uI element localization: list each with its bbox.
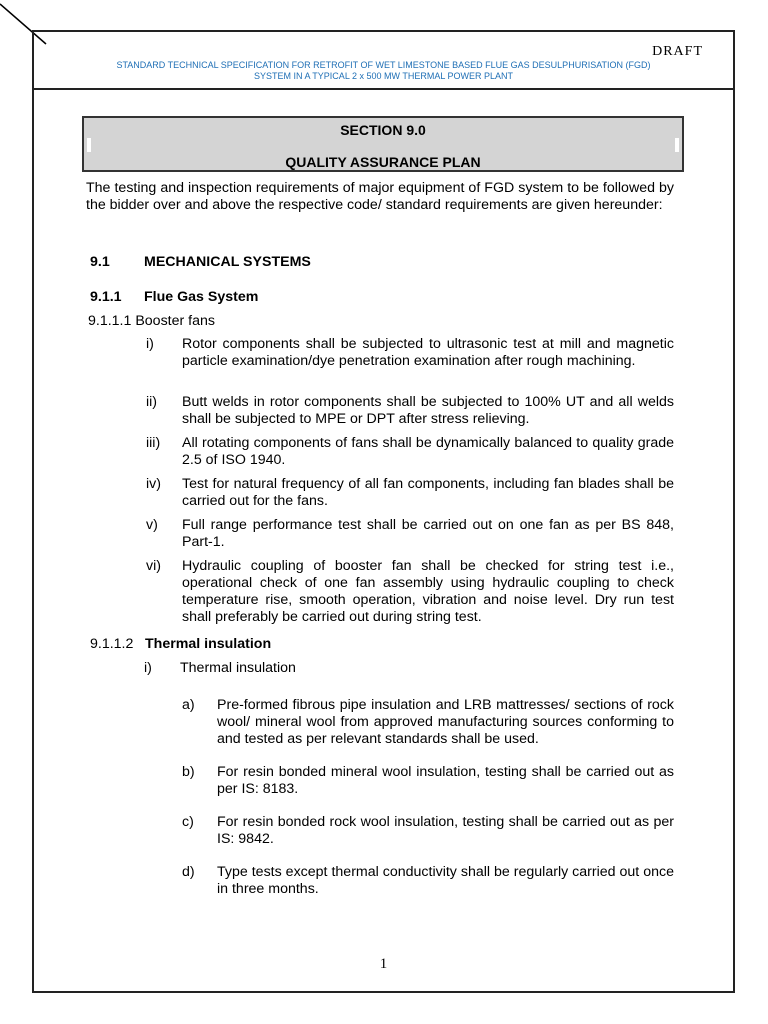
box-notch-right [675, 138, 679, 152]
list-item-text: Type tests except thermal conductivity shall be regularly carried out once in three months. [217, 864, 674, 897]
heading-9-1-title: MECHANICAL SYSTEMS [144, 254, 311, 270]
heading-booster-fans: 9.1.1.1 Booster fans [88, 313, 215, 329]
header-title [74, 60, 693, 82]
list-item-text: For resin bonded mineral wool insulation, testing shall be carried out as per IS: 8183. [217, 764, 674, 797]
list-item-marker: c) [182, 814, 194, 830]
list-item-text: Hydraulic coupling of booster fan shall be checked for string test i.e., operational check of one fan assembly using hydraulic coupling to check temperature rise, smooth operation, vibration and noise level. Dry run test shall preferably be carried out during string test. [182, 558, 674, 625]
list-item-marker: vi) [146, 558, 161, 574]
section-heading-box [82, 116, 684, 172]
list-item-marker: ii) [146, 394, 158, 410]
list-item-marker: iii) [146, 435, 161, 451]
header-title-line1: STANDARD TECHNICAL SPECIFICATION FOR RETROFIT OF WET LIMESTONE BASED FLUE GAS DESULPHURISATION (FGD) [116, 60, 651, 70]
list-item-marker: i) [146, 336, 154, 352]
list-item-marker: a) [182, 697, 195, 713]
heading-9-1-1-title: Flue Gas System [144, 289, 259, 305]
page-number: 1 [379, 956, 388, 972]
document-page [32, 30, 735, 993]
heading-9-1-1-number: 9.1.1 [90, 289, 122, 305]
list-item-text: Full range performance test shall be carried out on one fan as per BS 848, Part-1. [182, 517, 674, 550]
section-title: QUALITY ASSURANCE PLAN [285, 154, 481, 170]
section-number: SECTION 9.0 [340, 122, 426, 138]
list-item-marker: d) [182, 864, 195, 880]
intro-paragraph: The testing and inspection requirements of major equipment of FGD system to be followed by the bidder over and above the respective code/ standard requirements are given hereunder: [86, 180, 674, 213]
heading-9-1-1-2-number: 9.1.1.2 [90, 636, 134, 652]
header-title-line2: SYSTEM IN A TYPICAL 2 x 500 MW THERMAL POWER PLANT [253, 71, 514, 81]
sub-item-text: Thermal insulation [180, 660, 296, 676]
box-notch-left [87, 138, 91, 152]
list-item-marker: b) [182, 764, 195, 780]
heading-9-1-1-2-title: Thermal insulation [145, 636, 272, 652]
list-item-text: Test for natural frequency of all fan components, including fan blades shall be carried out for the fans. [182, 476, 674, 509]
list-item-text: Pre-formed fibrous pipe insulation and LRB mattresses/ sections of rock wool/ mineral wool from approved manufacturing sources conforming to and tested as per relevant standards shall be used. [217, 697, 674, 747]
list-item-marker: v) [146, 517, 158, 533]
draft-label: DRAFT [652, 44, 703, 59]
list-item-text: Butt welds in rotor components shall be subjected to 100% UT and all welds shall be subjected to MPE or DPT after stress relieving. [182, 394, 674, 427]
list-item-text: All rotating components of fans shall be dynamically balanced to quality grade 2.5 of ISO 1940. [182, 435, 674, 468]
sub-item-marker: i) [144, 660, 152, 676]
list-item-marker: iv) [146, 476, 161, 492]
header-divider [34, 88, 733, 90]
list-item-text: Rotor components shall be subjected to ultrasonic test at mill and magnetic particle examination/dye penetration examination after rough machining. [182, 336, 674, 369]
list-item-text: For resin bonded rock wool insulation, testing shall be carried out as per IS: 9842. [217, 814, 674, 847]
heading-9-1-number: 9.1 [90, 254, 110, 270]
